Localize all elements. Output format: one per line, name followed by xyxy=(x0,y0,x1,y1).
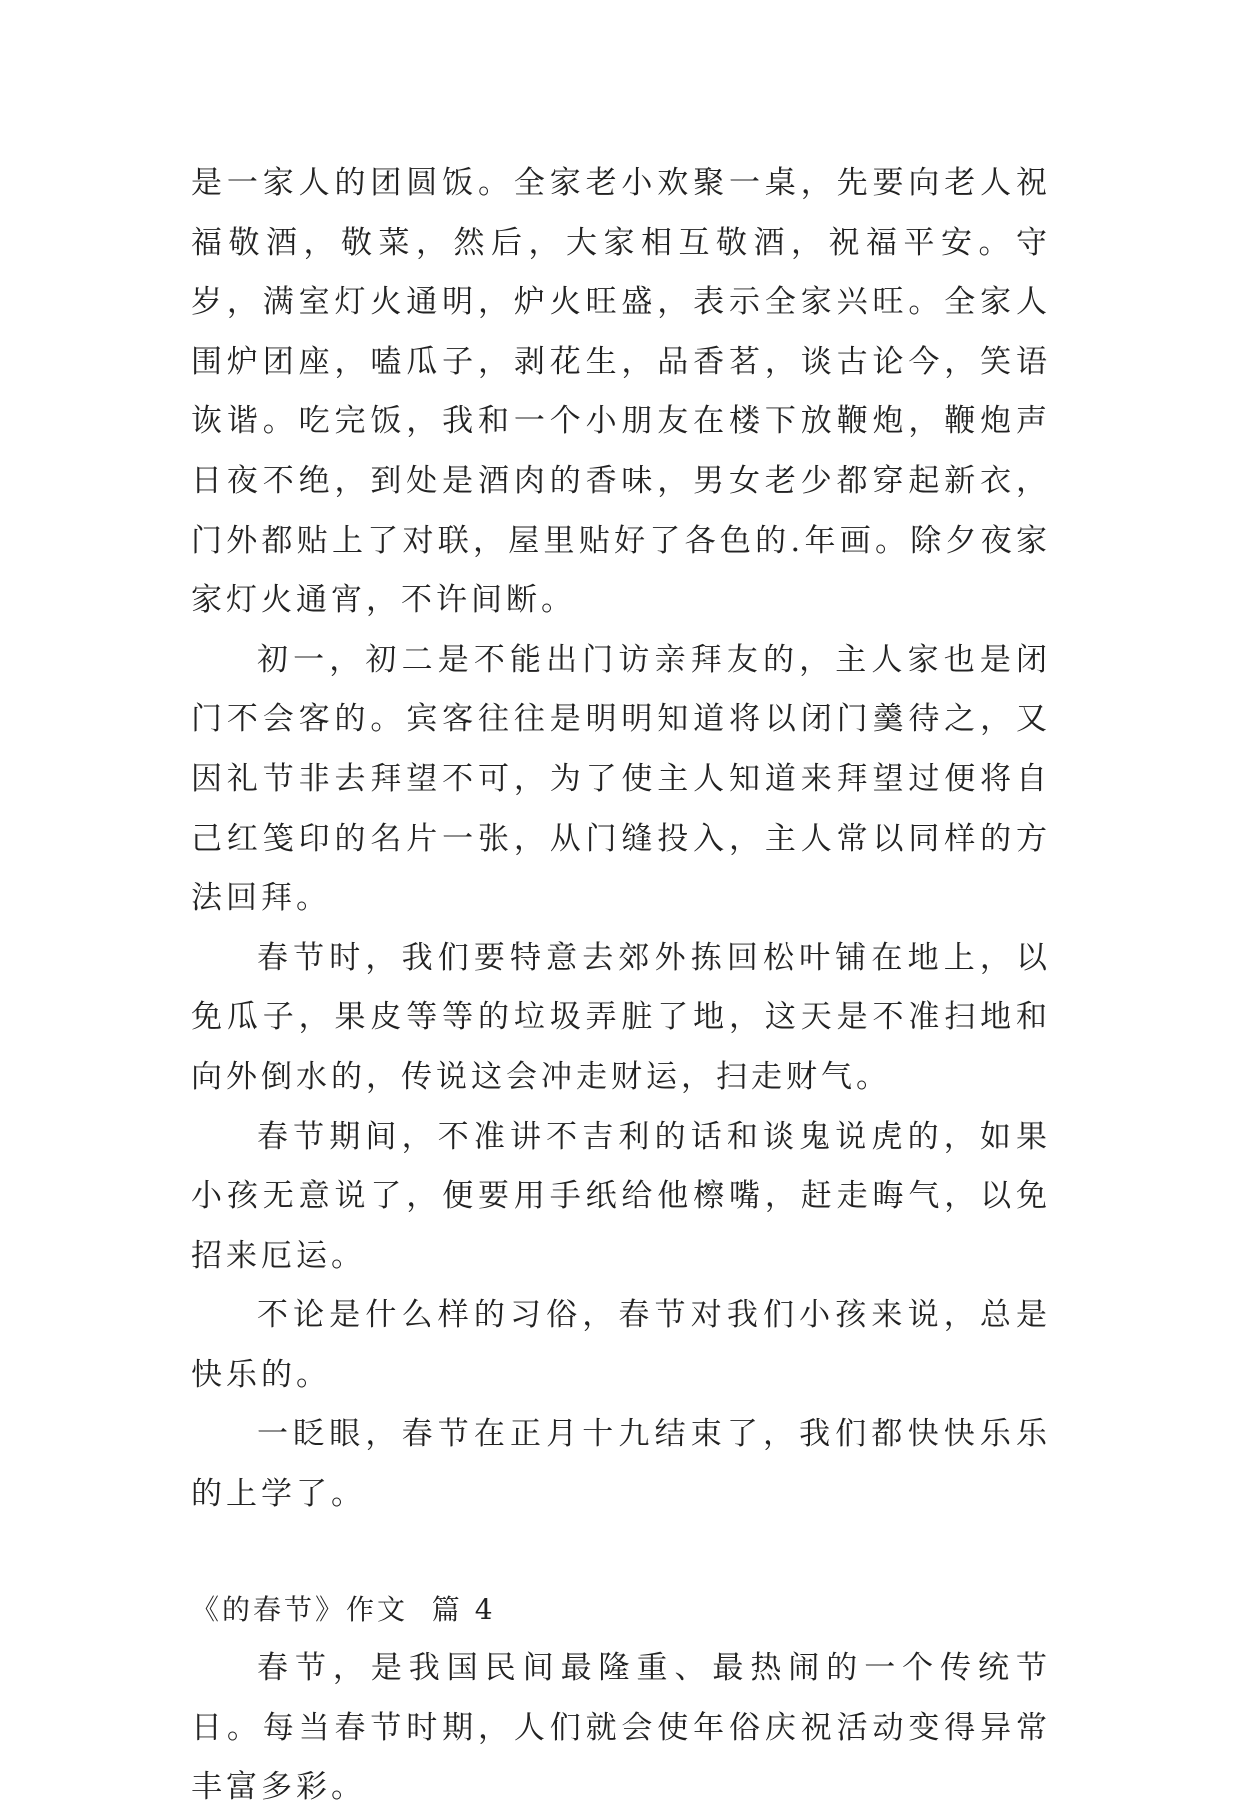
body-paragraph-continued: 是一家人的团圆饭。全家老小欢聚一桌，先要向老人祝福敬酒，敬菜，然后，大家相互敬酒，祝福平安。守岁，满室灯火通明，炉火旺盛，表示全家兴旺。全家人围炉团座，嗑瓜子，剥花生，品香茗，谈古论今，笑语诙谐。吃完饭，我和一个小朋友在楼下放鞭炮，鞭炮声日夜不绝，到处是酒肉的香味，男女老少都穿起新衣，门外都贴上了对联，屋里贴好了各色的.年画。除夕夜家家灯火通宵，不许间断。 xyxy=(191,165,1051,619)
body-paragraph: 不论是什么样的习俗，春节对我们小孩来说，总是快乐的。 xyxy=(191,1297,1051,1393)
body-paragraph: 春节时，我们要特意去郊外拣回松叶铺在地上，以免瓜子，果皮等等的垃圾弄脏了地，这天是不准扫地和向外倒水的，传说这会冲走财运，扫走财气。 xyxy=(191,939,1051,1095)
document-page xyxy=(191,154,1051,1818)
body-paragraph: 初一，初二是不能出门访亲拜友的，主人家也是闭门不会客的。宾客往往是明明知道将以闭门羹待之，又因礼节非去拜望不可，为了使主人知道来拜望过便将自己红笺印的名片一张，从门缝投入，主人常以同样的方法回拜。 xyxy=(191,641,1051,917)
section-paragraph: 春节，是我国民间最隆重、最热闹的一个传统节日。每当春节时期，人们就会使年俗庆祝活动变得异常丰富多彩。 xyxy=(191,1650,1051,1806)
section-heading: 《的春节》作文 篇 4 xyxy=(191,1592,496,1626)
body-paragraph: 一眨眼，春节在正月十九结束了，我们都快快乐乐的上学了。 xyxy=(191,1416,1051,1513)
body-paragraph: 春节期间，不准讲不吉利的话和谈鬼说虎的，如果小孩无意说了，便要用手纸给他檫嘴，赶走晦气，以免招来厄运。 xyxy=(191,1118,1051,1274)
